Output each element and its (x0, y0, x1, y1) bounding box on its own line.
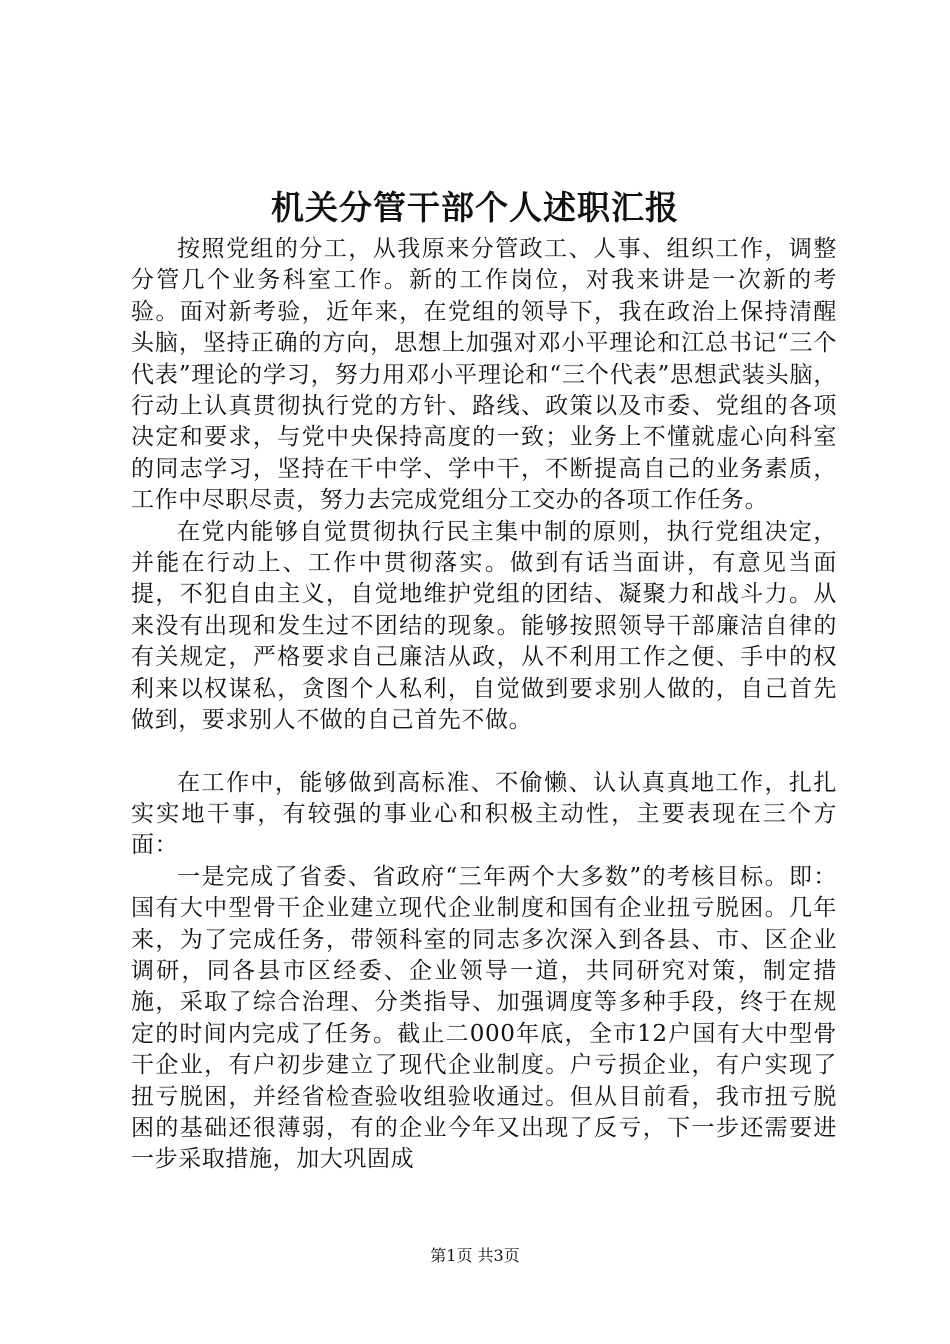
document-body (131, 234, 837, 1176)
paragraph-1: 按照党组的分工，从我原来分管政工、人事、组织工作，调整分管几个业务科室工作。新的工作岗位，对我来讲是一次新的考验。面对新考验，近年来，在党组的领导下，我在政治上保持清醒头脑，坚持正确的方向，思想上加强对邓小平理论和江总书记“三个代表”理论的学习，努力用邓小平理论和“三个代表”思想武装头脑，行动上认真贯彻执行党的方针、路线、政策以及市委、党组的各项决定和要求，与党中央保持高度的一致；业务上不懂就虚心向科室的同志学习，坚持在干中学、学中干，不断提高自己的业务素质，工作中尽职尽责，努力去完成党组分工交办的各项工作任务。 (131, 236, 837, 514)
page-footer: 第1页 共3页 (430, 1246, 520, 1265)
paragraph-2: 在党内能够自觉贯彻执行民主集中制的原则，执行党组决定，并能在行动上、工作中贯彻落实。做到有话当面讲，有意见当面提，不犯自由主义，自觉地维护党组的团结、凝聚力和战斗力。从来没有出现和发生过不团结的现象。能够按照领导干部廉洁自律的有关规定，严格要求自己廉洁从政，从不利用工作之便、手中的权利来以权谋私，贪图个人私利，自觉做到要求别人做的，自己首先做到，要求别人不做的自己首先不做。 (131, 518, 837, 734)
paragraph-4: 一是完成了省委、省政府“三年两个大多数”的考核目标。即：国有大中型骨干企业建立现代企业制度和国有企业扭亏脱困。几年来，为了完成任务，带领科室的同志多次深入到各县、市、区企业调研，同各县市区经委、企业领导一道，共同研究对策，制定措施，采取了综合治理、分类指导、加强调度等多种手段，终于在规定的时间内完成了任务。截止二000年底，全市12户国有大中型骨干企业，有户初步建立了现代企业制度。户亏损企业，有户实现了扭亏脱困，并经省检查验收组验收通过。但从目前看，我市扭亏脱困的基础还很薄弱，有的企业今年又出现了反亏，下一步还需要进一步采取措施，加大巩固成 (131, 863, 837, 1173)
document-title: 机关分管干部个人述职汇报 (271, 188, 679, 227)
paragraph-3: 在工作中，能够做到高标准、不偷懒、认认真真地工作，扎扎实实地干事，有较强的事业心和积极主动性，主要表现在三个方面： (131, 769, 837, 859)
